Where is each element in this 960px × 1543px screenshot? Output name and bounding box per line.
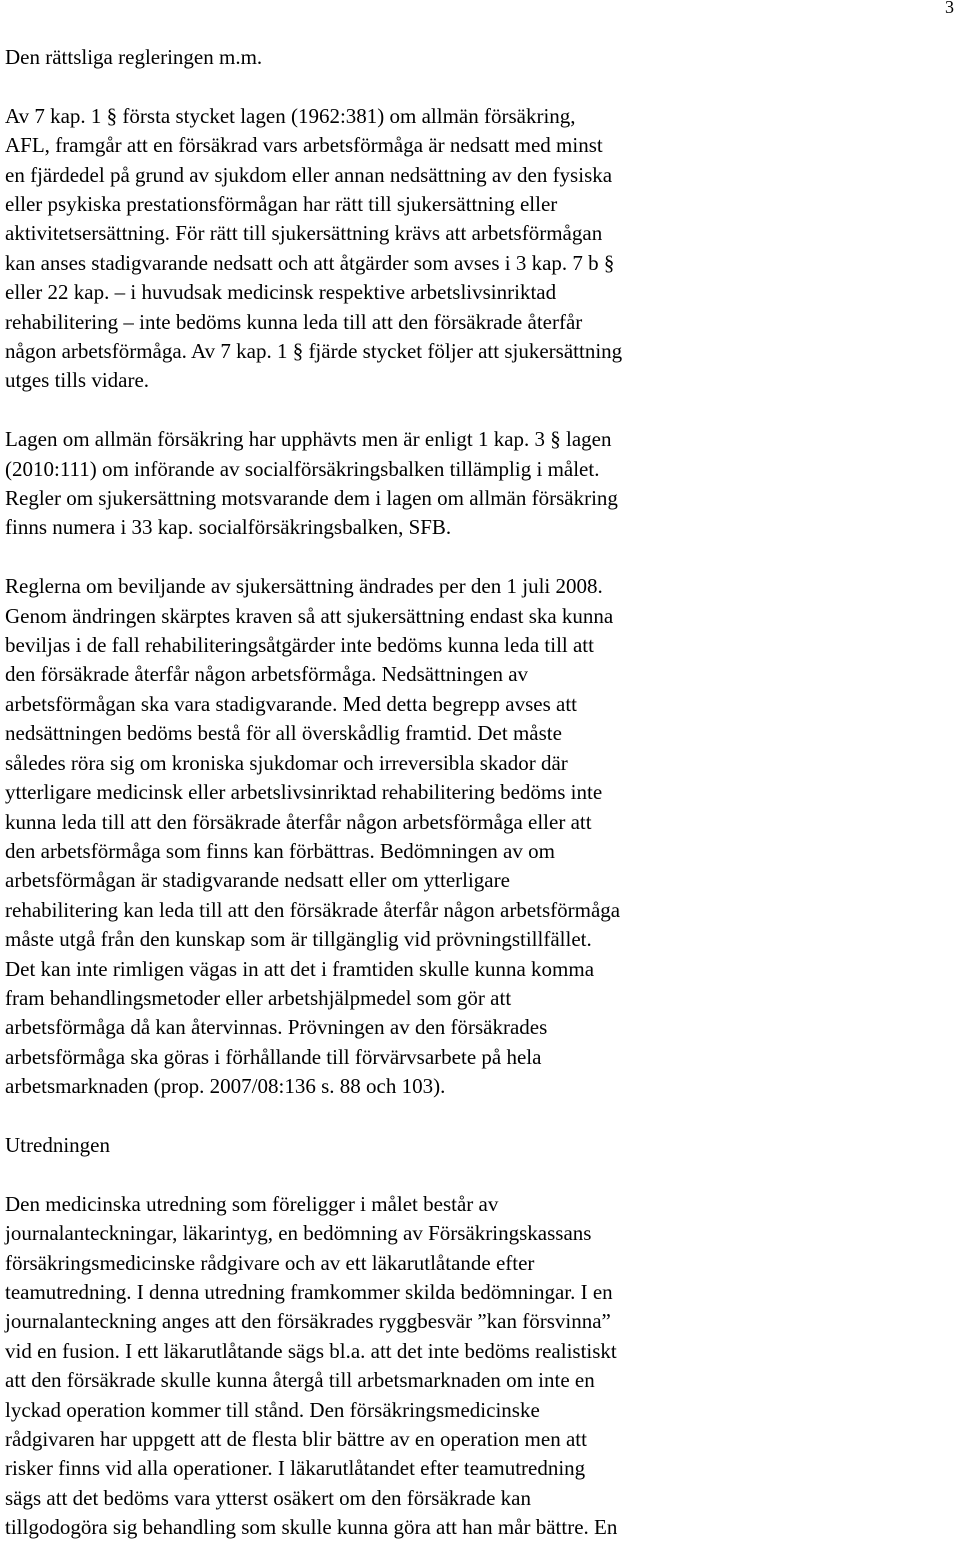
spacer <box>5 396 765 425</box>
text-line: Den medicinska utredning som föreligger i målet består av <box>5 1191 499 1216</box>
text-line: den arbetsförmåga som finns kan förbättras. Bedömningen av om <box>5 838 555 863</box>
text-line: rehabilitering kan leda till att den försäkrade återfår någon arbetsförmåga <box>5 897 621 922</box>
page-number: 3 <box>945 0 954 17</box>
text-line: risker finns vid alla operationer. I läkarutlåtandet efter teamutredning <box>5 1456 586 1481</box>
paragraph-2 <box>5 425 765 543</box>
text-line: någon arbetsförmåga. Av 7 kap. 1 § fjärde stycket följer att sjukersättning <box>5 339 623 364</box>
text-line: tillgodogöra sig behandling som skulle kunna göra att han mår bättre. En <box>5 1515 618 1540</box>
text-line: ytterligare medicinsk eller arbetslivsinriktad rehabilitering bedöms inte <box>5 780 603 805</box>
paragraph-1 <box>5 102 765 396</box>
text-line: Av 7 kap. 1 § första stycket lagen (1962:381) om allmän försäkring, <box>5 103 576 128</box>
spacer <box>5 72 765 101</box>
text-line: lyckad operation kommer till stånd. Den försäkringsmedicinske <box>5 1397 540 1422</box>
text-line: att den försäkrade skulle kunna återgå till arbetsmarknaden om inte en <box>5 1368 595 1393</box>
text-line: arbetsmarknaden (prop. 2007/08:136 s. 88 och 103). <box>5 1074 446 1099</box>
section-heading-regler: Den rättsliga regleringen m.m. <box>5 45 263 69</box>
text-line: rådgivaren har uppgett att de flesta blir bättre av en operation men att <box>5 1427 587 1452</box>
text-line: arbetsförmågan ska vara stadigvarande. Med detta begrepp avses att <box>5 691 578 716</box>
text-line: teamutredning. I denna utredning framkommer skilda bedömningar. I en <box>5 1279 613 1304</box>
text-line: Lagen om allmän försäkring har upphävts men är enligt 1 kap. 3 § lagen <box>5 427 612 452</box>
text-line: Regler om sjukersättning motsvarande dem i lagen om allmän försäkring <box>5 486 618 511</box>
text-line: fram behandlingsmetoder eller arbetshjälpmedel som gör att <box>5 985 512 1010</box>
text-line: (2010:111) om införande av socialförsäkringsbalken tillämplig i målet. <box>5 456 600 481</box>
text-line: måste utgå från den kunskap som är tillgänglig vid prövningstillfället. <box>5 927 592 952</box>
document-body <box>5 43 765 1543</box>
text-line: kunna leda till att den försäkrade återfår någon arbetsförmåga eller att <box>5 809 592 834</box>
text-line: rehabilitering – inte bedöms kunna leda till att den försäkrade återfår <box>5 309 583 334</box>
spacer <box>5 1102 765 1131</box>
text-line: arbetsförmågan är stadigvarande nedsatt eller om ytterligare <box>5 868 510 893</box>
paragraph-4 <box>5 1190 765 1543</box>
text-line: journalanteckningar, läkarintyg, en bedömning av Försäkringskassans <box>5 1221 592 1246</box>
section-heading-utredningen: Utredningen <box>5 1132 110 1157</box>
text-line: kan anses stadigvarande nedsatt och att åtgärder som avses i 3 kap. 7 b § <box>5 250 615 275</box>
text-line: eller psykiska prestationsförmågan har rätt till sjukersättning eller <box>5 192 558 217</box>
text-line: en fjärdedel på grund av sjukdom eller annan nedsättning av den fysiska <box>5 162 613 187</box>
text-line: arbetsförmåga ska göras i förhållande till förvärvsarbete på hela <box>5 1044 542 1069</box>
text-line: finns numera i 33 kap. socialförsäkringsbalken, SFB. <box>5 515 452 540</box>
text-line: arbetsförmåga då kan återvinnas. Prövningen av den försäkrades <box>5 1015 548 1040</box>
text-line: således röra sig om kroniska sjukdomar och irreversibla skador där <box>5 750 568 775</box>
spacer <box>5 543 765 572</box>
text-line: Genom ändringen skärptes kraven så att sjukersättning endast ska kunna <box>5 603 614 628</box>
text-line: beviljas i de fall rehabiliteringsåtgärder inte bedöms kunna leda till att <box>5 633 594 658</box>
text-line: sägs att det bedöms vara ytterst osäkert om den försäkrade kan <box>5 1485 531 1510</box>
spacer <box>5 1160 765 1189</box>
text-line: nedsättningen bedöms bestå för all överskådlig framtid. Det måste <box>5 721 562 746</box>
paragraph-3 <box>5 572 765 1101</box>
text-line: journalanteckning anges att den försäkrades ryggbesvär ”kan försvinna” <box>5 1309 611 1334</box>
text-line: aktivitetsersättning. För rätt till sjukersättning krävs att arbetsförmågan <box>5 221 603 246</box>
text-line: vid en fusion. I ett läkarutlåtande sägs bl.a. att det inte bedöms realistiskt <box>5 1338 617 1363</box>
text-line: AFL, framgår att en försäkrad vars arbetsförmåga är nedsatt med minst <box>5 133 603 158</box>
text-line: försäkringsmedicinske rådgivare och av ett läkarutlåtande efter <box>5 1250 535 1275</box>
text-line: Reglerna om beviljande av sjukersättning ändrades per den 1 juli 2008. <box>5 574 603 599</box>
text-line: den försäkrade återfår någon arbetsförmåga. Nedsättningen av <box>5 662 529 687</box>
text-line: eller 22 kap. – i huvudsak medicinsk respektive arbetslivsinriktad <box>5 280 557 305</box>
text-line: utges tills vidare. <box>5 368 150 393</box>
text-line: Det kan inte rimligen vägas in att det i framtiden skulle kunna komma <box>5 956 595 981</box>
